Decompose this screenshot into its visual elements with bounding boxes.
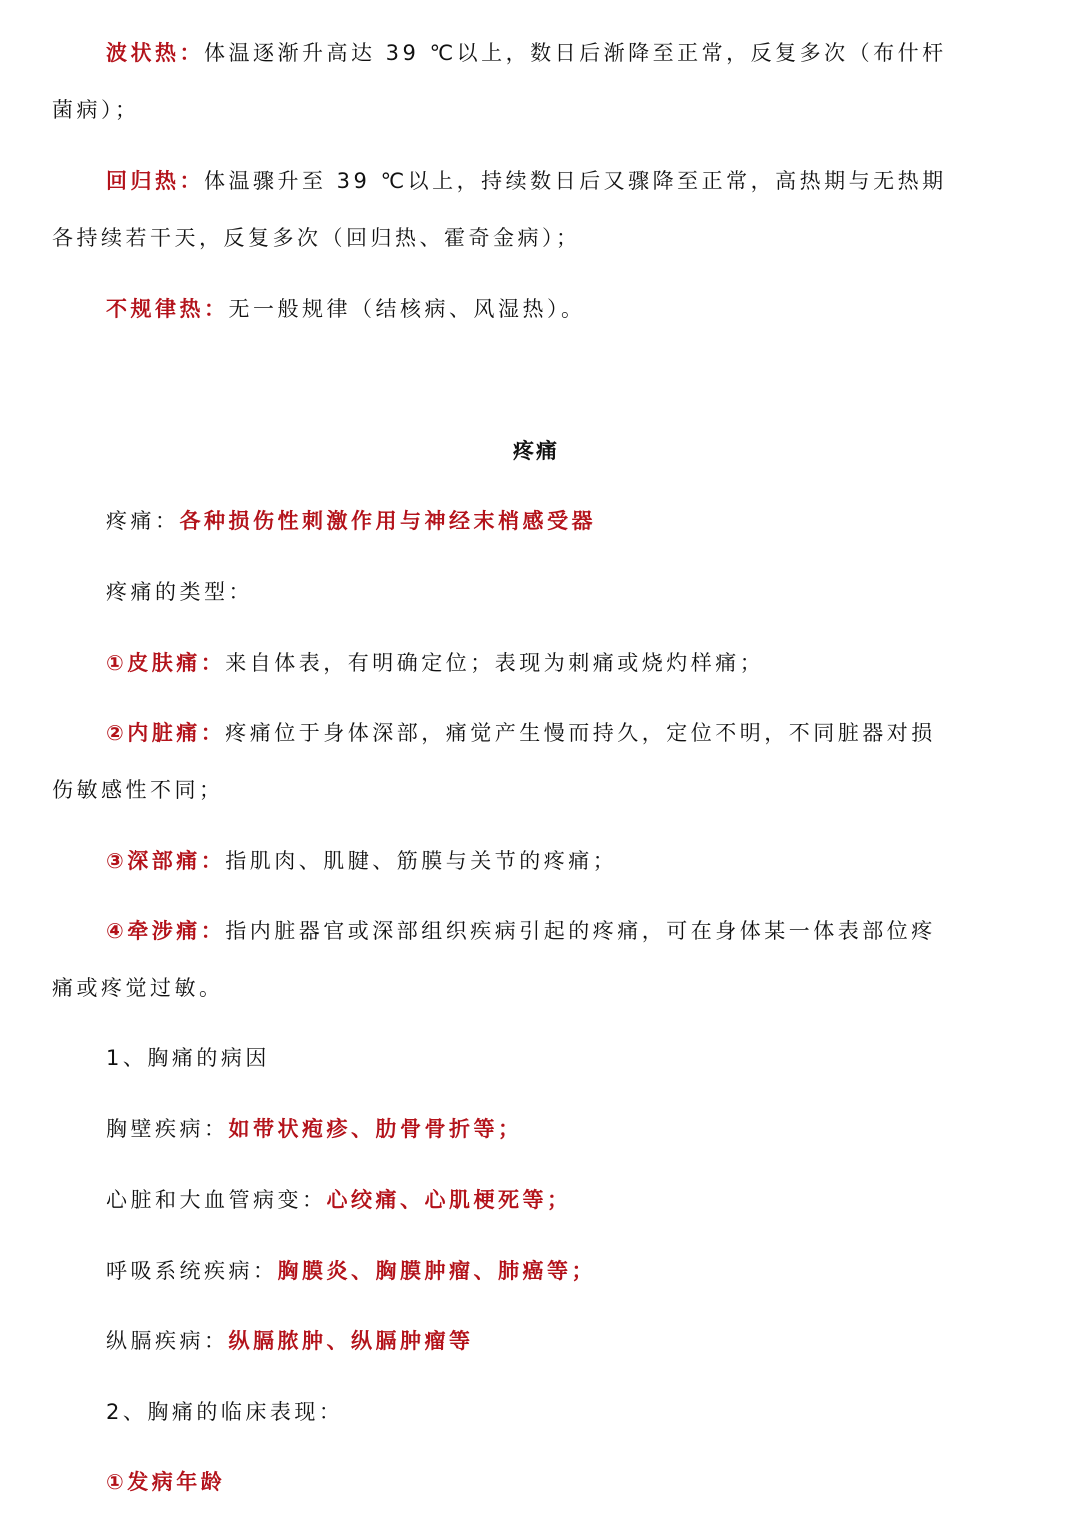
relapsing-fever-line2: 各持续若干天，反复多次（回归热、霍奇金病）；: [52, 226, 581, 250]
undulant-fever-desc: 体温逐渐升高达 39 ℃以上，数日后渐降至正常，反复多次（布什杆: [204, 41, 947, 65]
chest-pain-causes-heading: 1、胸痛的病因: [106, 1046, 270, 1070]
cause-label: 心脏和大血管病变：: [106, 1188, 327, 1212]
pain-type-item: [106, 916, 936, 946]
cause-label: 胸壁疾病：: [106, 1117, 229, 1141]
relapsing-fever-line1: [106, 166, 947, 196]
chest-pain-cause-item: [106, 1114, 523, 1144]
pain-type-term: ④牵涉痛：: [106, 919, 226, 943]
pain-type-desc: 疼痛位于身体深部，痛觉产生慢而持久，定位不明，不同脏器对损: [225, 721, 936, 745]
cause-label: 呼吸系统疾病：: [106, 1259, 278, 1283]
pain-type-item: [106, 648, 764, 678]
pain-type-term: ②内脏痛：: [106, 721, 226, 745]
pain-type-desc: 指肌肉、肌腱、筋膜与关节的疼痛；: [225, 849, 618, 873]
pain-type-desc: 来自体表，有明确定位；表现为刺痛或烧灼样痛；: [225, 651, 765, 675]
chest-pain-cause-item: [106, 1256, 596, 1286]
pain-type-item: [106, 718, 936, 748]
cause-value: 胸膜炎、胸膜肿瘤、肺癌等；: [277, 1259, 596, 1283]
pain-definition: [106, 506, 596, 536]
irregular-fever-desc: 无一般规律（结核病、风湿热）。: [228, 297, 586, 321]
pain-type-desc-cont: 伤敏感性不同；: [52, 778, 224, 802]
cause-value: 纵膈脓肿、纵膈肿瘤等: [228, 1329, 474, 1353]
clinical-item-onset-age: ①发病年龄: [106, 1470, 226, 1494]
chest-pain-clinical-heading: 2、胸痛的临床表现：: [106, 1400, 344, 1424]
pain-type-desc-cont: 痛或疼觉过敏。: [52, 976, 224, 1000]
undulant-fever-line2: 菌病）；: [52, 98, 140, 122]
irregular-fever-line: [106, 294, 586, 324]
pain-type-term: ③深部痛：: [106, 849, 226, 873]
chest-pain-cause-item: [106, 1185, 572, 1215]
relapsing-fever-desc: 体温骤升至 39 ℃以上，持续数日后又骤降至正常，高热期与无热期: [204, 169, 947, 193]
cause-value: 心绞痛、心肌梗死等；: [326, 1188, 572, 1212]
chest-pain-cause-item: [106, 1326, 474, 1356]
undulant-fever-line1: [106, 38, 947, 68]
cause-label: 纵膈疾病：: [106, 1329, 229, 1353]
pain-definition-label: 疼痛：: [106, 509, 180, 533]
pain-types-heading: 疼痛的类型：: [106, 580, 253, 604]
cause-value: 如带状疱疹、肋骨骨折等；: [228, 1117, 523, 1141]
pain-type-term: ①皮肤痛：: [106, 651, 226, 675]
pain-type-item: [106, 846, 617, 876]
irregular-fever-term: 不规律热：: [106, 297, 229, 321]
undulant-fever-term: 波状热：: [106, 41, 204, 65]
pain-definition-text: 各种损伤性刺激作用与神经末梢感受器: [179, 509, 596, 533]
relapsing-fever-term: 回归热：: [106, 169, 204, 193]
pain-type-desc: 指内脏器官或深部组织疾病引起的疼痛，可在身体某一体表部位疼: [225, 919, 936, 943]
section-title-pain: 疼痛: [513, 439, 559, 463]
